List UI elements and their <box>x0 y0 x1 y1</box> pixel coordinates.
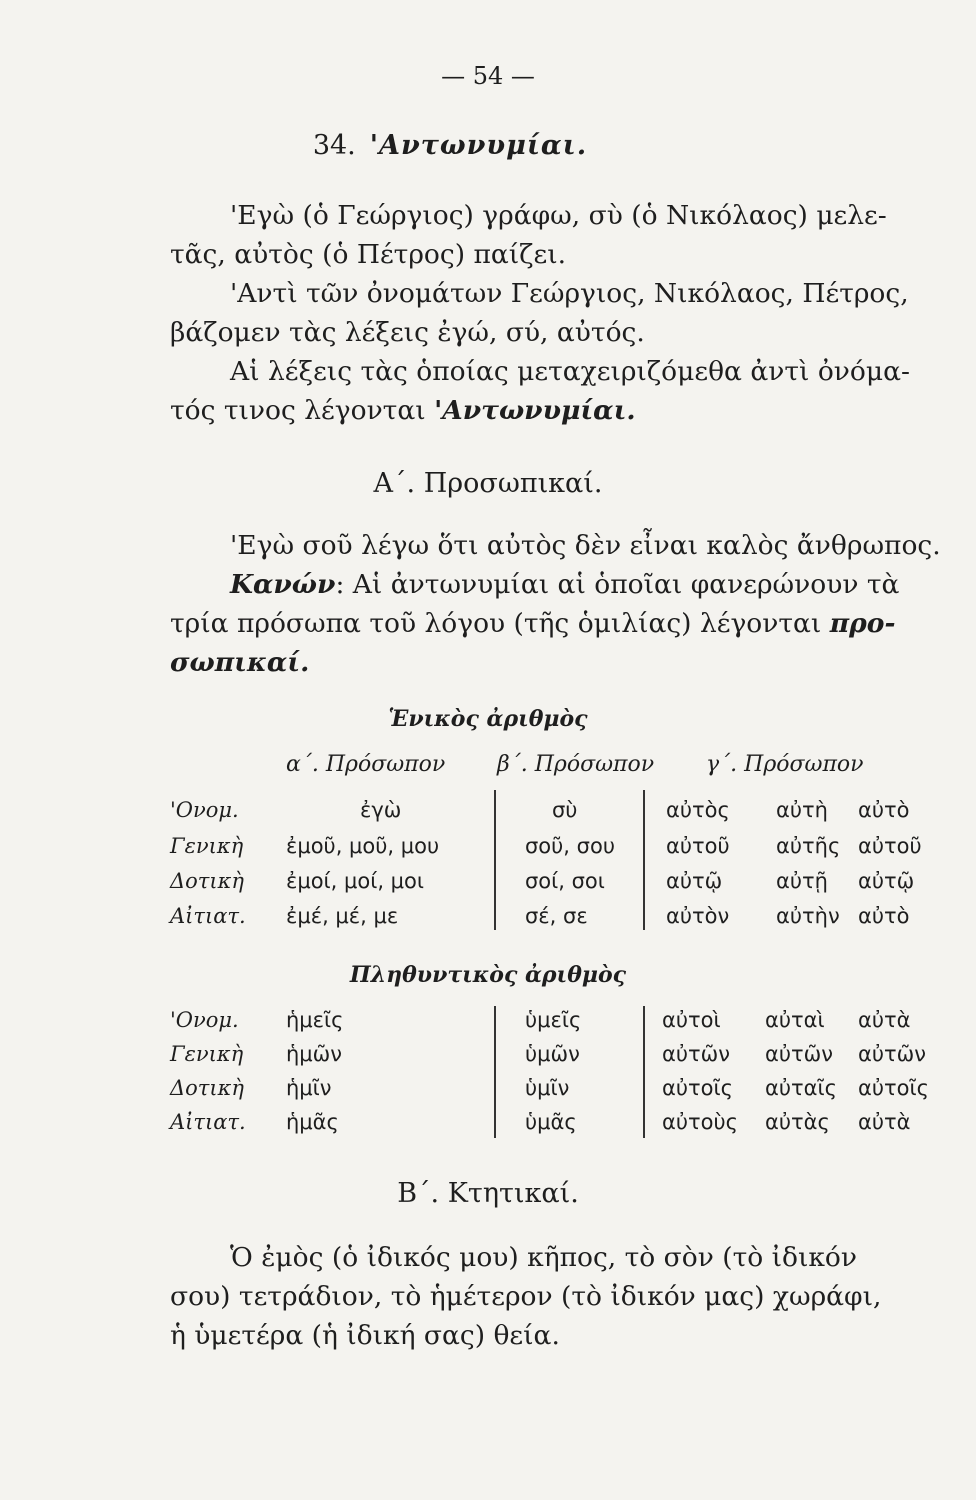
third-person-fem: αὐτὰς <box>765 1110 830 1134</box>
second-person-form: ὑμᾶς <box>525 1110 577 1134</box>
case-label: Δοτικὴ <box>170 1076 245 1100</box>
third-person-masc: αὐτοῖς <box>662 1076 733 1100</box>
possessive-line: Ὁ ἐμὸς (ὁ ἰδικός μου) κῆπος, τὸ σὸν (τὸ ἰδικόν <box>230 1242 857 1273</box>
third-person-masc: αὐτοῦ <box>666 834 730 858</box>
rule-line <box>170 565 938 604</box>
second-person-form: ὑμῶν <box>525 1042 580 1066</box>
table-divider <box>643 1006 645 1138</box>
example-sentence: 'Εγὼ σοῦ λέγω ὅτι αὐτὸς δὲν εἶναι καλὸς ἄνθρωπος. <box>230 530 941 561</box>
third-person-fem: αὐτῆς <box>776 834 841 858</box>
third-person-fem: αὐτὴν <box>776 904 840 928</box>
first-person-form: ἐμοί, μοί, μοι <box>286 869 424 893</box>
intro-line: 'Εγὼ (ὁ Γεώργιος) γράφω, σὺ (ὁ Νικόλαος) μελε- <box>230 200 887 231</box>
third-person-neut: αὐτῶν <box>858 1042 926 1066</box>
rule-line <box>170 604 938 643</box>
third-person-fem: αὐτῶν <box>765 1042 833 1066</box>
third-person-neut: αὐτῷ <box>858 869 915 893</box>
rule-label: Κανών <box>230 569 336 600</box>
first-person-form: ἐμέ, μέ, με <box>286 904 399 928</box>
possessive-line: ἡ ὑμετέρα (ἡ ἰδική σας) θεία. <box>170 1320 560 1351</box>
col-header-first-person: α΄. Πρόσωπον <box>286 752 446 777</box>
page-number: — 54 — <box>441 62 535 90</box>
rule-text: : Αἱ ἀντωνυμίαι αἱ ὁποῖαι φανερώνουν τὰ <box>335 569 900 600</box>
intro-text: τός τινος λέγονται <box>170 395 435 426</box>
section-title: 'Αντωνυμίαι. <box>369 130 588 161</box>
table-divider <box>494 1006 496 1138</box>
second-person-form: σὺ <box>552 798 578 822</box>
third-person-masc: αὐτὸς <box>666 798 730 822</box>
col-header-second-person: β΄. Πρόσωπον <box>497 752 655 777</box>
third-person-masc: αὐτῶν <box>662 1042 730 1066</box>
first-person-form: ἡμῖν <box>286 1076 332 1100</box>
case-label: Γενικὴ <box>170 1042 244 1066</box>
case-label: Δοτικὴ <box>170 869 245 893</box>
third-person-fem: αὐταὶ <box>765 1008 825 1032</box>
first-person-form: ἡμῶν <box>286 1042 342 1066</box>
second-person-form: σέ, σε <box>525 904 588 928</box>
third-person-masc: αὐτῷ <box>666 869 723 893</box>
case-label: Γενικὴ <box>170 834 244 858</box>
third-person-masc: αὐτοὺς <box>662 1110 738 1134</box>
subsection-b-title: Β΄. Κτητικαί. <box>397 1178 579 1209</box>
first-person-form: ἡμεῖς <box>286 1008 344 1032</box>
first-person-form: ἡμᾶς <box>286 1110 339 1134</box>
intro-line-last <box>170 391 938 430</box>
second-person-form: σοῦ, σου <box>525 834 615 858</box>
table-divider <box>494 790 496 930</box>
case-label: Αἰτιατ. <box>170 1110 246 1134</box>
intro-line: τᾶς, αὐτὸς (ὁ Πέτρος) παίζει. <box>170 239 567 270</box>
subsection-a-title: Α΄. Προσωπικαί. <box>373 468 603 499</box>
second-person-form: σοί, σοι <box>525 869 605 893</box>
first-person-form: ἐγὼ <box>360 798 402 822</box>
third-person-neut: αὐτὰ <box>858 1008 911 1032</box>
case-label: Αἰτιατ. <box>170 904 246 928</box>
first-person-form: ἐμοῦ, μοῦ, μου <box>286 834 440 858</box>
section-heading <box>0 130 900 161</box>
term-prosopikai: προ- <box>829 608 896 639</box>
rule-text: τρία πρόσωπα τοῦ λόγου (τῆς ὁμιλίας) λέγονται <box>170 608 830 639</box>
second-person-form: ὑμῖν <box>525 1076 570 1100</box>
intro-line: βάζομεν τὰς λέξεις ἐγώ, σύ, αὐτός. <box>170 317 645 348</box>
third-person-neut: αὐτὰ <box>858 1110 911 1134</box>
col-header-third-person: γ΄. Πρόσωπον <box>706 752 864 777</box>
third-person-fem: αὐτὴ <box>776 798 828 822</box>
case-label: 'Ονομ. <box>170 798 239 822</box>
section-number: 34. <box>312 130 356 161</box>
third-person-masc: αὐτὸν <box>666 904 730 928</box>
possessive-line: σου) τετράδιον, τὸ ἡμέτερον (τὸ ἰδικόν μας) χωράφι, <box>170 1281 882 1312</box>
third-person-fem: αὐτῇ <box>776 869 828 893</box>
plural-title: Πληθυντικὸς ἀριθμὸς <box>349 962 627 988</box>
third-person-neut: αὐτοῦ <box>858 834 922 858</box>
rule-line <box>170 643 938 682</box>
second-person-form: ὑμεῖς <box>525 1008 582 1032</box>
subsection-b-body <box>170 1238 938 1355</box>
intro-paragraph <box>170 196 938 430</box>
table-divider <box>643 790 645 930</box>
third-person-neut: αὐτὸ <box>858 798 910 822</box>
singular-title: Ἑνικὸς ἀριθμὸς <box>388 706 588 732</box>
third-person-fem: αὐταῖς <box>765 1076 837 1100</box>
subsection-a-body <box>170 526 941 682</box>
term-prosopikai-end: σωπικαί. <box>170 647 310 678</box>
third-person-masc: αὐτοὶ <box>662 1008 721 1032</box>
intro-line: Αἱ λέξεις τὰς ὁποίας μεταχειριζόμεθα ἀντὶ ὀνόμα- <box>230 356 910 387</box>
third-person-neut: αὐτοῖς <box>858 1076 929 1100</box>
intro-line: 'Αντὶ τῶν ὀνομάτων Γεώργιος, Νικόλαος, Πέτρος, <box>230 278 909 309</box>
term-antonymiai: 'Αντωνυμίαι. <box>434 395 636 426</box>
case-label: 'Ονομ. <box>170 1008 239 1032</box>
third-person-neut: αὐτὸ <box>858 904 910 928</box>
